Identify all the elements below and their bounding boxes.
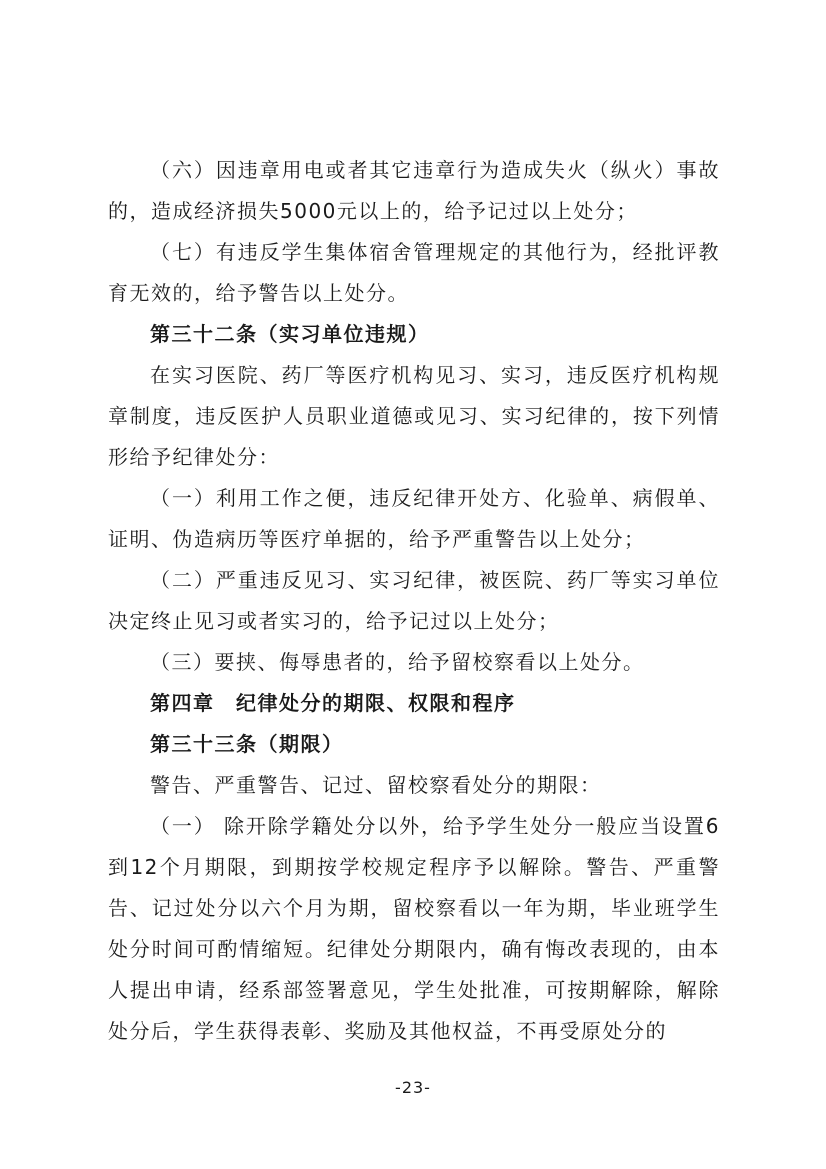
article-32-clause-3: （三）要挟、侮辱患者的，给予留校察看以上处分。 — [150, 650, 645, 674]
clause-7-dormitory-violation: （七）有违反学生集体宿舍管理规定的其他行为，经批评教育无效的，给予警告以上处分。 — [108, 240, 720, 305]
article-33-clause-1: （一） 除开除学籍处分以外，给予学生处分一般应当设置6到12个月期限，到期按学校规定程序予以解除。警告、严重警告、记过处分以六个月为期，留校察看以一年为期，毕业班学生处分时间可酌情缩短。纪律处分期限内，确有悔改表现的，由本人提出申请，经系部签署意见，学生处批准，可按期解除，解除处分后，学生获得表彰、奖励及其他权益，不再受原处分的 — [108, 814, 720, 1043]
chapter-4-heading: 第四章 纪律处分的期限、权限和程序 — [150, 691, 516, 715]
page-number: -23- — [395, 1078, 431, 1097]
clause-6-fire-accident: （六）因违章用电或者其它违章行为造成失火（纵火）事故的，造成经济损失5000元以上的，给予记过以上处分； — [108, 158, 720, 223]
article-32-heading: 第三十二条（实习单位违规） — [150, 322, 430, 346]
article-32-clause-2: （二）严重违反见习、实习纪律，被医院、药厂等实习单位决定终止见习或者实习的，给予记过以上处分； — [108, 568, 720, 633]
article-32-intro: 在实习医院、药厂等医疗机构见习、实习，违反医疗机构规章制度，违反医护人员职业道德或见习、实习纪律的，按下列情形给予纪律处分： — [108, 363, 720, 469]
article-32-clause-1: （一）利用工作之便，违反纪律开处方、化验单、病假单、证明、伪造病历等医疗单据的，给予严重警告以上处分； — [108, 486, 720, 551]
article-33-heading: 第三十三条（期限） — [150, 732, 344, 756]
article-33-intro: 警告、严重警告、记过、留校察看处分的期限： — [150, 773, 602, 797]
